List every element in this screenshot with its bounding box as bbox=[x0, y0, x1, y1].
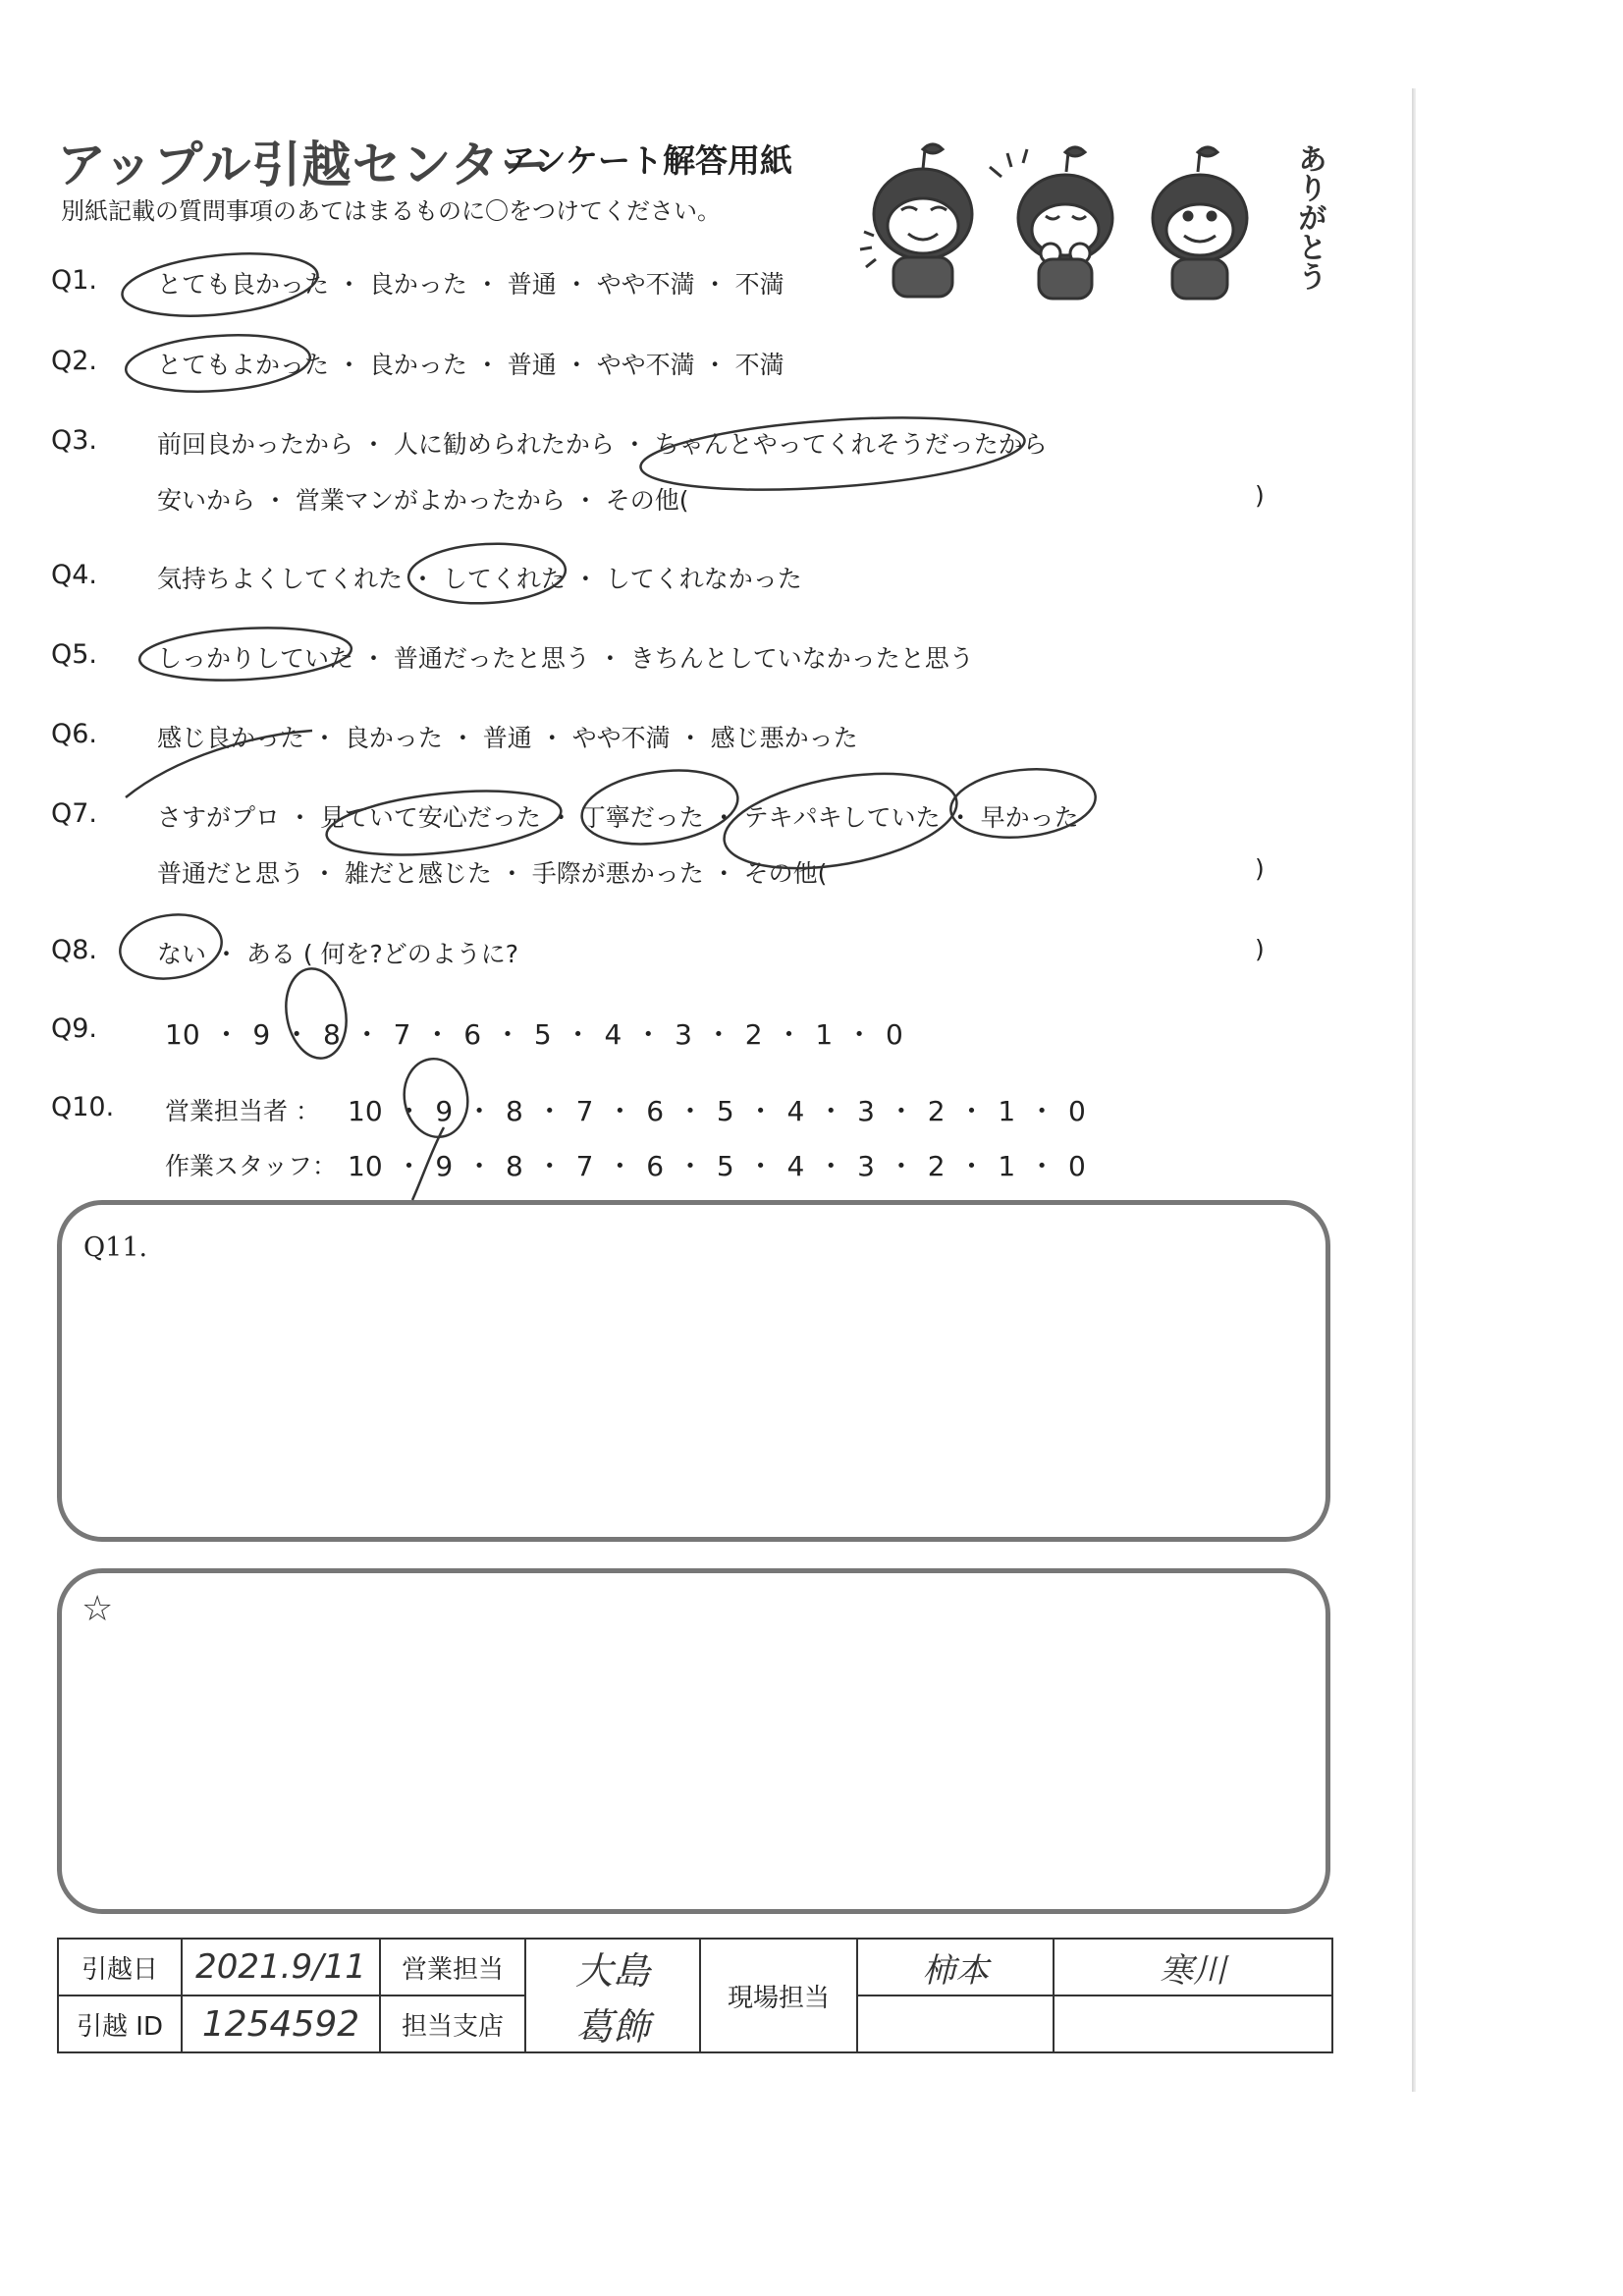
sales-rep-label: 営業担当 bbox=[380, 1939, 525, 1995]
mascot-thanks-text: ありがとう bbox=[1292, 143, 1326, 291]
branch-value[interactable]: 葛飾 bbox=[525, 1995, 700, 2052]
q11-label: Q11. bbox=[83, 1232, 148, 1263]
q5-selection-circle bbox=[138, 623, 352, 684]
q3-close-paren: ) bbox=[1255, 481, 1265, 510]
q10-sales-label: 営業担当者 ： bbox=[165, 1097, 320, 1125]
q10-sales-scale[interactable]: 10 ・ 9 ・ 8 ・ 7 ・ 6 ・ 5 ・ 4 ・ 3 ・ 2 ・ 1 ・ 0 bbox=[348, 1095, 1086, 1127]
q3-options-line2[interactable]: 安いから ・ 営業マンがよかったから ・ その他( bbox=[157, 486, 689, 515]
site-rep-1-value[interactable]: 柿本 bbox=[857, 1939, 1054, 1995]
q6-options[interactable]: 感じ良かった ・ 良かった ・ 普通 ・ やや不満 ・ 感じ悪かった bbox=[157, 724, 858, 752]
q4-label: Q4. bbox=[51, 560, 98, 590]
q6-label: Q6. bbox=[51, 719, 98, 749]
q10-staff-label: 作業スタッフ： bbox=[165, 1152, 338, 1180]
sales-rep-value[interactable]: 大島 bbox=[525, 1939, 700, 1995]
q3-options-line1[interactable]: 前回良かったから ・ 人に勧められたから ・ ちゃんとやってくれそうだったから bbox=[157, 430, 1048, 459]
site-rep-label: 現場担当 bbox=[700, 1939, 857, 2052]
q5-options[interactable]: しっかりしていた ・ 普通だったと思う ・ きちんとしていなかったと思う bbox=[157, 644, 974, 673]
q10-staff-selection-stroke bbox=[412, 1127, 444, 1200]
q10-staff-scale[interactable]: 10 ・ 9 ・ 8 ・ 7 ・ 6 ・ 5 ・ 4 ・ 3 ・ 2 ・ 1 ・ 0 bbox=[348, 1150, 1086, 1182]
q3-label: Q3. bbox=[51, 425, 98, 456]
move-id-label: 引越 ID bbox=[58, 1995, 182, 2052]
move-date-label: 引越日 bbox=[58, 1939, 182, 1995]
q2-label: Q2. bbox=[51, 346, 98, 376]
q7-selection-circle-4 bbox=[947, 762, 1099, 844]
company-name: アップル引越センター bbox=[57, 137, 551, 193]
q10-label: Q10. bbox=[51, 1092, 115, 1122]
q9-label: Q9. bbox=[51, 1013, 98, 1044]
q7-selection-circle-1 bbox=[324, 782, 565, 865]
site-rep-2-value[interactable]: 寒川 bbox=[1054, 1939, 1332, 1995]
q4-options[interactable]: 気持ちよくしてくれた ・ してくれた ・ してくれなかった bbox=[157, 565, 802, 593]
q10-sales-selection-circle bbox=[399, 1054, 474, 1142]
q1-selection-circle bbox=[119, 246, 320, 325]
q7-options-line1[interactable]: さすがプロ ・ 見ていて安心だった ・ 丁寧だった ・ テキパキしていた ・ 早かった bbox=[157, 803, 1079, 832]
form-title: アンケート解答用紙 bbox=[503, 141, 793, 180]
q2-options[interactable]: とてもよかった ・ 良かった ・ 普通 ・ やや不満 ・ 不満 bbox=[157, 351, 784, 379]
q2-selection-circle bbox=[124, 330, 311, 398]
branch-label: 担当支店 bbox=[380, 1995, 525, 2052]
q7-close-paren: ) bbox=[1255, 854, 1265, 883]
q9-scale[interactable]: 10 ・ 9 ・ 8 ・ 7 ・ 6 ・ 5 ・ 4 ・ 3 ・ 2 ・ 1 ・ 0 bbox=[165, 1018, 903, 1051]
q3-selection-circle bbox=[638, 407, 1027, 500]
q4-selection-circle bbox=[407, 540, 568, 607]
q9-selection-circle bbox=[279, 963, 352, 1063]
move-date-value[interactable]: 2021.9/11 bbox=[182, 1939, 380, 1995]
q1-label: Q1. bbox=[51, 265, 98, 296]
star-icon: ☆ bbox=[81, 1589, 114, 1629]
instruction-text: 別紙記載の質問事項のあてはまるものに〇をつけてください。 bbox=[61, 197, 721, 225]
q5-label: Q5. bbox=[51, 639, 98, 670]
q8-close-paren: ) bbox=[1255, 935, 1265, 963]
q7-options-line2[interactable]: 普通だと思う ・ 雑だと感じた ・ 手際が悪かった ・ その他( bbox=[157, 859, 828, 888]
q8-options[interactable]: ない ・ ある ( 何を?どのように? bbox=[157, 940, 519, 968]
q7-label: Q7. bbox=[51, 798, 98, 829]
q8-label: Q8. bbox=[51, 935, 98, 965]
q1-options[interactable]: とても良かった ・ 良かった ・ 普通 ・ やや不満 ・ 不満 bbox=[157, 270, 784, 299]
q6-selection-stroke bbox=[126, 731, 312, 797]
q8-selection-circle bbox=[116, 908, 226, 985]
q7-selection-circle-2 bbox=[577, 761, 742, 853]
move-id-value[interactable]: 1254592 bbox=[182, 1995, 380, 2052]
q7-selection-circle-3 bbox=[717, 758, 964, 884]
